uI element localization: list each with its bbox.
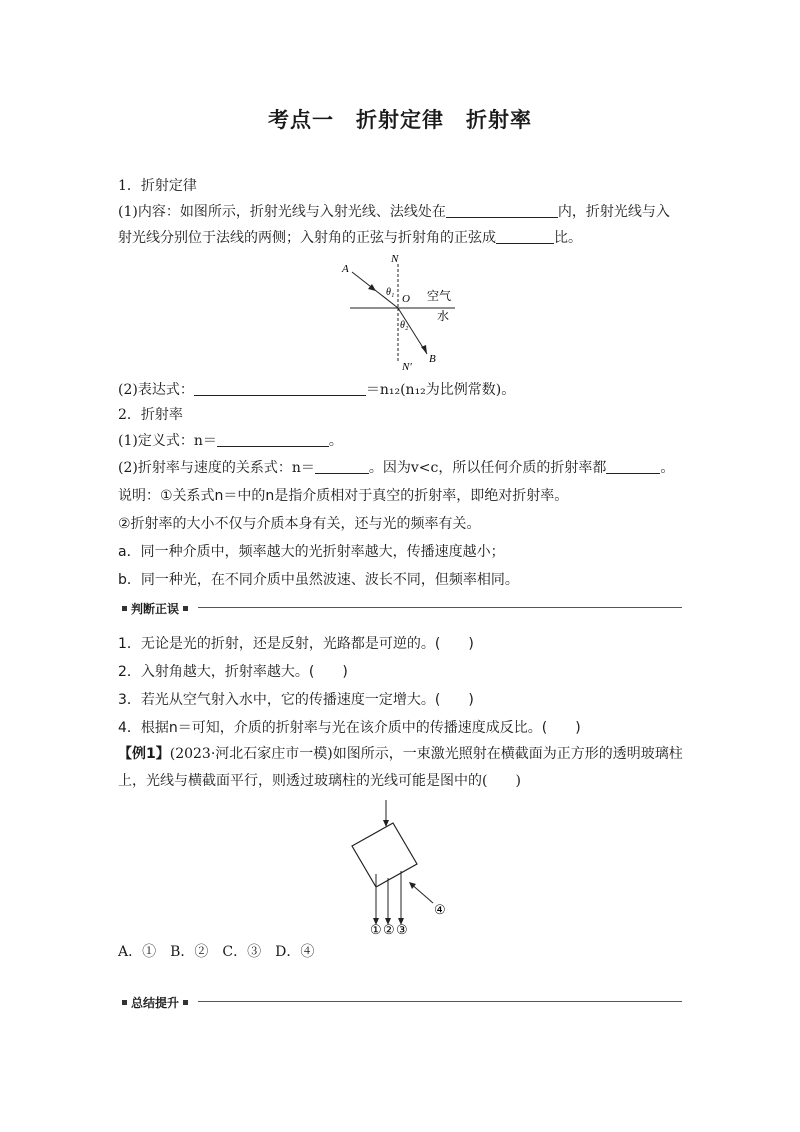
fig-label-3: ③ xyxy=(396,922,408,937)
blank-relation[interactable] xyxy=(315,459,369,474)
relation-line xyxy=(118,458,674,478)
label-theta1: θ₁ xyxy=(386,287,395,298)
expression-text-a: (2)表达式： xyxy=(118,382,194,398)
law-content-text-d: 比。 xyxy=(554,230,582,246)
summary-divider xyxy=(198,1001,682,1002)
fig-label-4: ④ xyxy=(434,902,446,917)
note-line-3: a．同一种介质中，频率越大的光折射率越大，传播速度越小； xyxy=(118,544,505,560)
example-tag: 【例1】 xyxy=(118,746,170,762)
section-1-heading: 1．折射定律 xyxy=(118,178,197,194)
expression-line xyxy=(118,380,515,400)
note-line-4: b．同一种光，在不同介质中虽然波速、波长不同，但频率相同。 xyxy=(118,572,519,588)
judge-item-4: 4．根据n＝可知，介质的折射率与光在该介质中的传播速度成反比。( ) xyxy=(118,720,581,736)
definition-text-b: 。 xyxy=(328,433,343,449)
square-bullet-icon xyxy=(183,1000,188,1005)
blank-definition[interactable] xyxy=(217,432,329,447)
relation-text-a: (2)折射率与速度的关系式：n＝ xyxy=(118,460,315,476)
relation-text-c: 。 xyxy=(660,460,675,476)
glass-square xyxy=(352,823,417,887)
judge-item-1: 1．无论是光的折射，还是反射，光路都是可逆的。( ) xyxy=(118,636,474,652)
page-title: 考点一 折射定律 折射率 xyxy=(268,108,532,132)
judge-section-header xyxy=(118,600,192,617)
label-A: A xyxy=(342,263,349,275)
refraction-diagram xyxy=(330,250,470,375)
example-line-2: 上，光线与横截面平行，则透过玻璃柱的光线可能是图中的( ) xyxy=(118,773,521,789)
section-2-heading: 2．折射率 xyxy=(118,407,183,423)
blank-ratio[interactable] xyxy=(496,229,554,244)
judge-item-3: 3．若光从空气射入水中，它的传播速度一定增大。( ) xyxy=(118,692,474,708)
fig-label-1: ① xyxy=(370,922,382,937)
note-line-1: 说明：①关系式n＝中的n是指介质相对于真空的折射率，即绝对折射率。 xyxy=(118,488,569,504)
prism-diagram xyxy=(335,795,465,940)
square-bullet-icon xyxy=(122,606,127,611)
square-bullet-icon xyxy=(122,1000,127,1005)
label-B: B xyxy=(429,353,436,365)
definition-text-a: (1)定义式：n＝ xyxy=(118,433,217,449)
label-N-prime: N′ xyxy=(402,361,412,373)
summary-section-header xyxy=(118,994,192,1011)
note-line-2: ②折射率的大小不仅与介质本身有关，还与光的频率有关。 xyxy=(118,516,481,532)
definition-line xyxy=(118,431,343,451)
law-content-text-b: 内，折射光线与入 xyxy=(557,204,670,220)
label-air: 空气 xyxy=(427,289,452,303)
judge-heading: 判断正误 xyxy=(131,602,180,616)
blank-greater[interactable] xyxy=(606,459,660,474)
answer-options: A．① B．② C．③ D．④ xyxy=(118,944,315,960)
square-bullet-icon xyxy=(183,606,188,611)
fig-label-2: ② xyxy=(383,922,395,937)
relation-text-b: 。因为v<c，所以任何介质的折射率都 xyxy=(368,460,607,476)
label-water: 水 xyxy=(437,309,450,323)
blank-plane[interactable] xyxy=(446,203,558,218)
label-N: N xyxy=(391,253,399,265)
summary-heading: 总结提升 xyxy=(131,996,180,1010)
example-line-1 xyxy=(118,744,683,764)
judge-divider xyxy=(198,607,682,608)
judge-item-2: 2．入射角越大，折射率越大。( ) xyxy=(118,664,348,680)
label-O: O xyxy=(402,293,410,305)
law-content-text-a: (1)内容：如图所示，折射光线与入射光线、法线处在 xyxy=(118,204,446,220)
example-text-1: (2023·河北石家庄市一模)如图所示，一束激光照射在横截面为正方形的透明玻璃柱 xyxy=(169,746,683,762)
law-content-line-1 xyxy=(118,202,670,222)
law-content-text-c: 射光线分别位于法线的两侧；入射角的正弦与折射角的正弦成 xyxy=(118,230,496,246)
expression-text-b: ＝n₁₂(n₁₂为比例常数)。 xyxy=(365,382,516,398)
blank-expression[interactable] xyxy=(194,381,366,396)
label-theta2: θ₂ xyxy=(400,320,409,331)
law-content-line-2 xyxy=(118,228,582,248)
